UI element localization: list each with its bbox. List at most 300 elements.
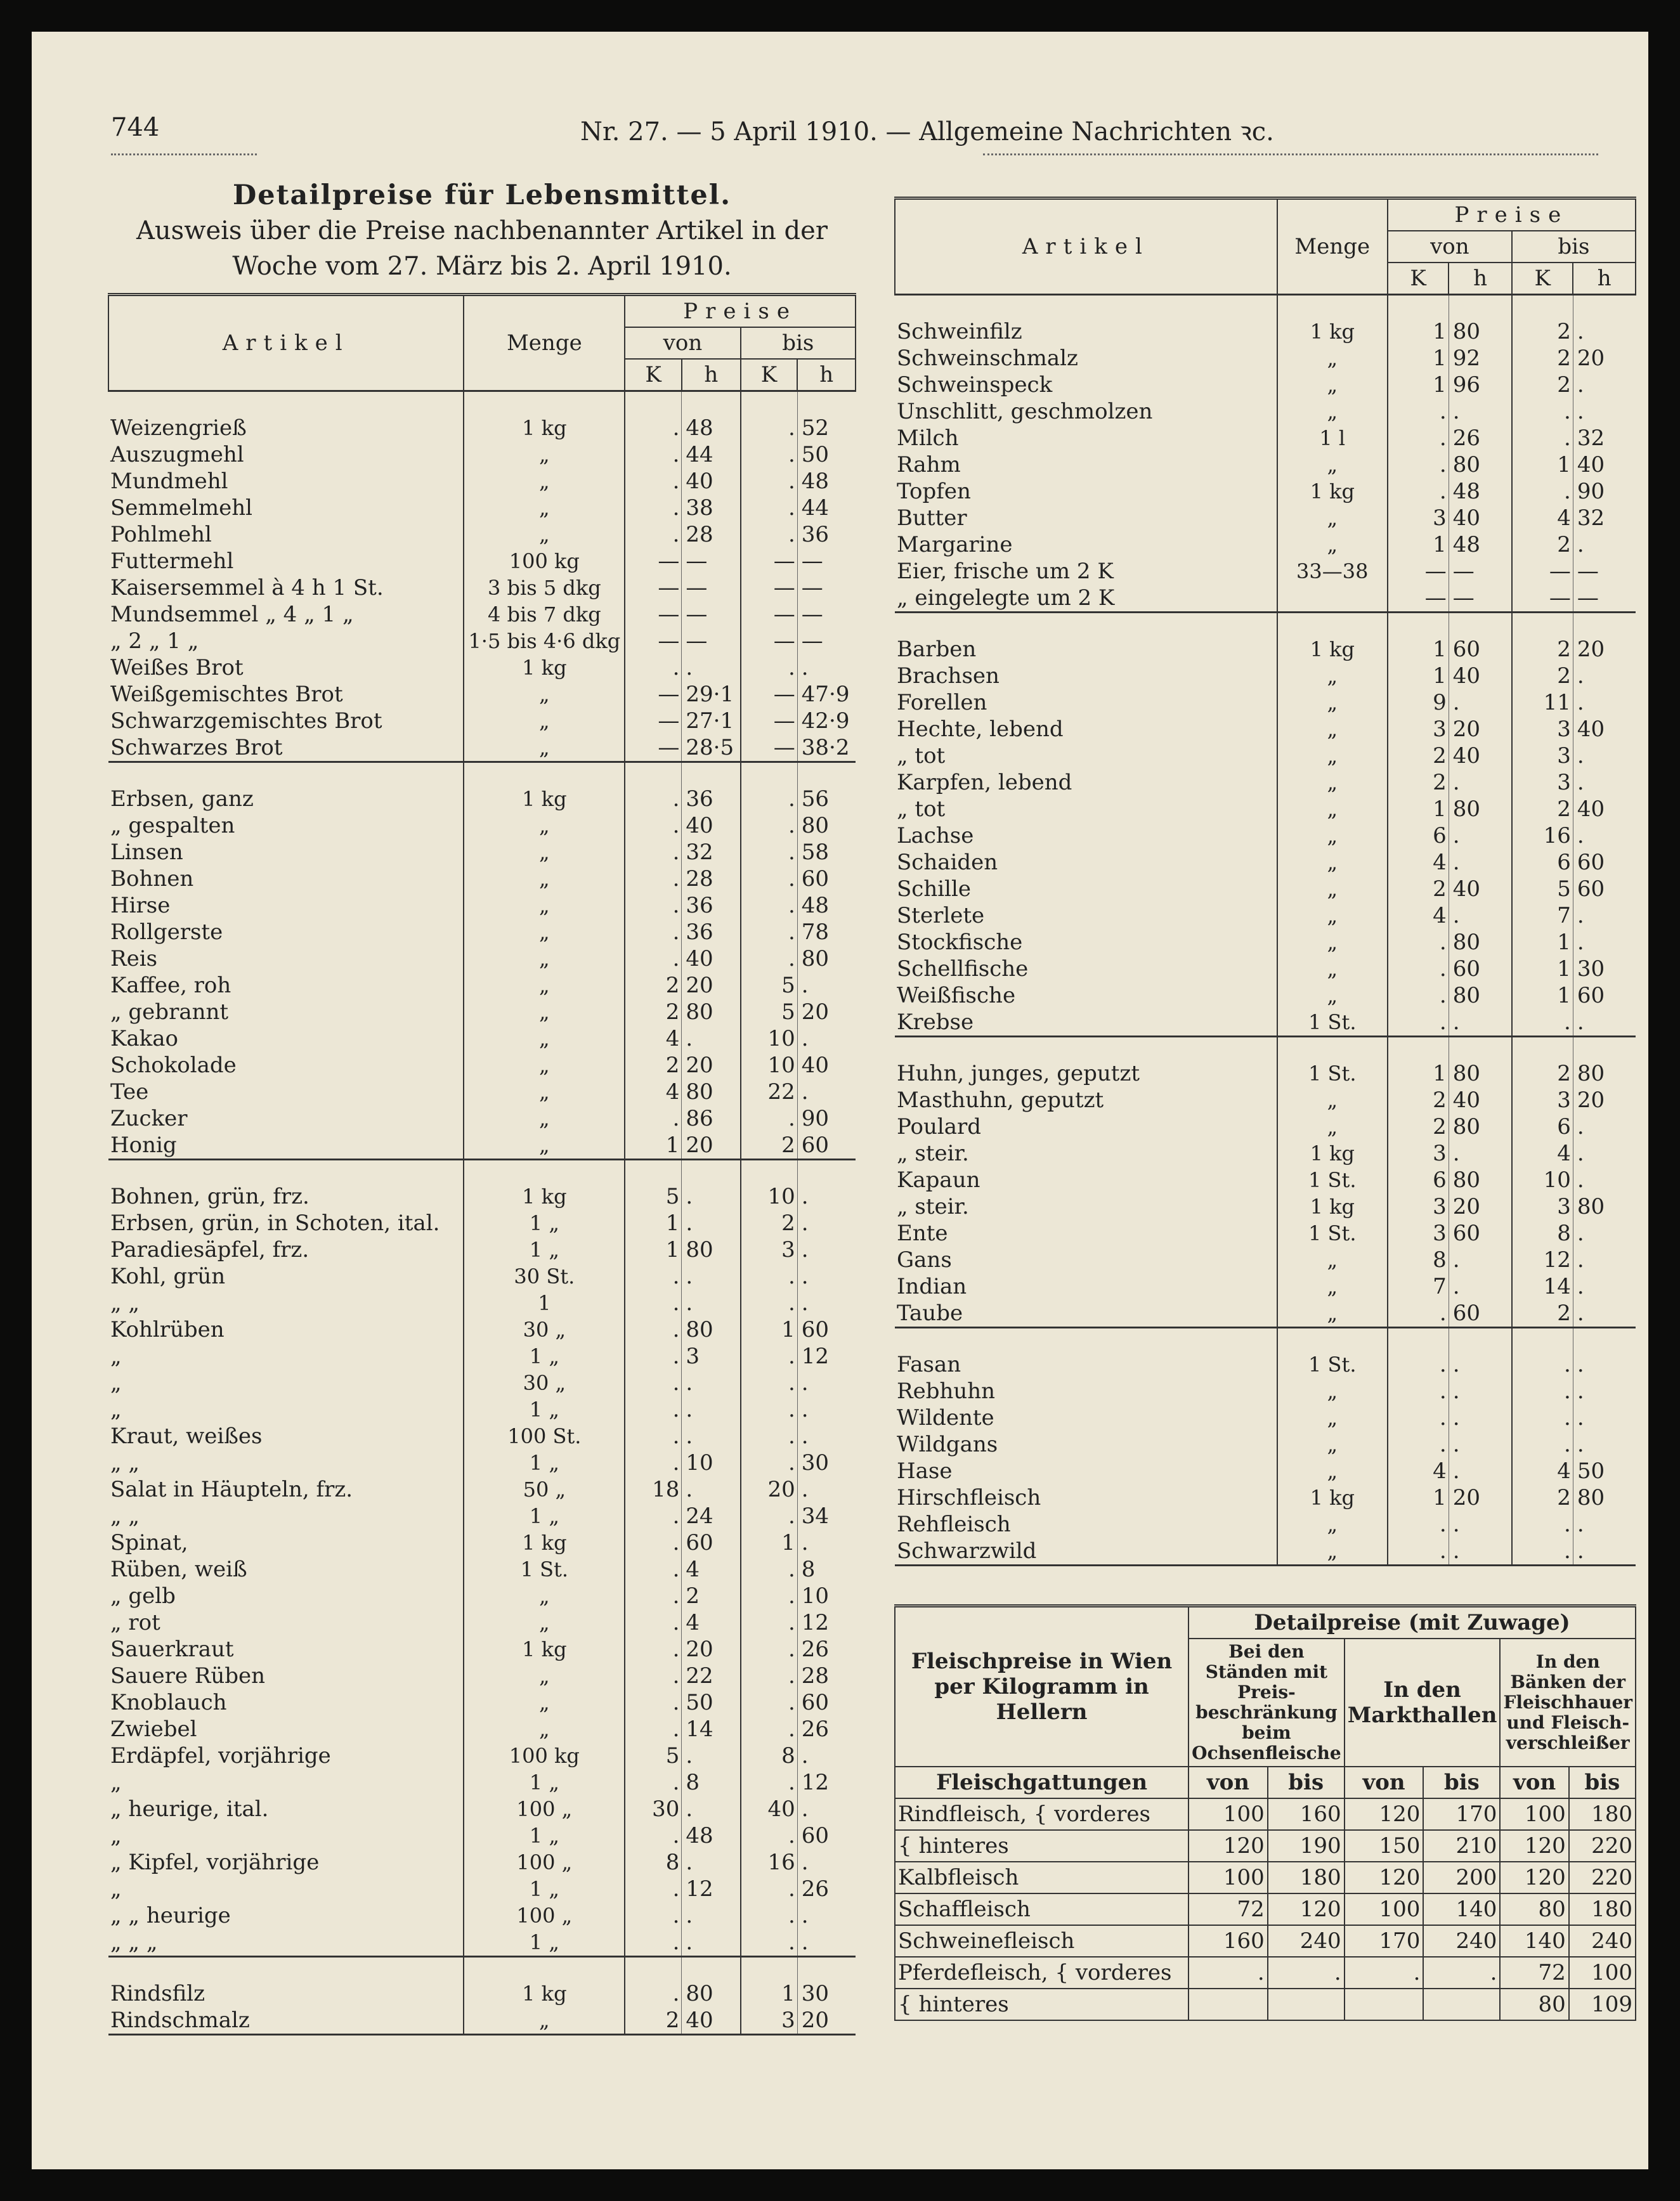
bis-k-cell: . <box>1512 1009 1573 1037</box>
von-h-cell: 80 <box>1449 1037 1512 1088</box>
bis-k-cell: 3 <box>741 1237 798 1263</box>
artikel-cell: Hirse <box>110 893 171 918</box>
von-k-cell: . <box>625 1583 682 1609</box>
menge-cell: „ <box>464 708 625 734</box>
artikel-cell: Rollgerste <box>110 919 223 945</box>
menge-cell: 100 „ <box>464 1796 625 1822</box>
table-row <box>895 1273 1636 1300</box>
von-k-cell: . <box>625 468 682 495</box>
page-subtitle: Ausweis über die Preise nachbenannter Artikel in der Woche vom 27. März bis 2. April 1910. <box>136 216 828 281</box>
von-h-cell: . <box>682 1743 741 1769</box>
bis-h-cell: 60 <box>1573 876 1636 902</box>
meat-value-cell: . <box>1268 1957 1345 1989</box>
artikel-cell: „ heurige, ital. <box>110 1796 269 1822</box>
bis-k-cell: . <box>741 1556 798 1583</box>
bis-k-cell: 3 <box>1512 1087 1573 1113</box>
meat-value-cell: 120 <box>1345 1798 1424 1830</box>
bis-k-cell: — <box>741 575 798 601</box>
artikel-cell: Kakao <box>110 1026 179 1051</box>
table-row <box>895 1798 1636 1830</box>
table-row <box>108 1743 856 1769</box>
menge-cell: „ <box>1277 796 1388 822</box>
menge-cell: 1 kg <box>1277 613 1388 663</box>
bis-k-cell: . <box>1512 1405 1573 1431</box>
artikel-cell: Bohnen <box>110 866 194 892</box>
bis-h-cell: . <box>1573 1538 1636 1566</box>
von-k-cell: 3 <box>1388 1140 1449 1167</box>
bis-k-cell: 3 <box>741 2007 798 2035</box>
von-h-cell: . <box>1449 1538 1512 1566</box>
artikel-cell: Schille <box>897 876 971 902</box>
von-k-cell: . <box>625 1263 682 1290</box>
meat-value-cell: 109 <box>1569 1989 1636 2020</box>
bis-h-cell: . <box>797 1796 856 1822</box>
bis-h-cell: . <box>797 1160 856 1211</box>
bis-h-cell: 40 <box>1573 451 1636 478</box>
page-number: 744 <box>111 113 160 142</box>
artikel-cell: Wildgans <box>897 1432 998 1457</box>
von-h-cell: 48 <box>682 1822 741 1849</box>
meat-value-cell: 200 <box>1423 1862 1500 1893</box>
artikel-cell: „ tot <box>897 743 946 769</box>
bis-k-cell: . <box>741 1263 798 1290</box>
von-h-cell: 60 <box>682 1529 741 1556</box>
table-row <box>108 1025 856 1052</box>
meat-col-gattungen: Fleischgattungen <box>895 1767 1188 1798</box>
von-k-cell: 1 <box>1388 613 1449 663</box>
bis-k-cell: — <box>741 681 798 708</box>
von-k-cell: . <box>625 1663 682 1689</box>
von-h-cell: 40 <box>682 812 741 839</box>
menge-cell: 1 kg <box>464 1529 625 1556</box>
col-header-menge: Menge <box>464 295 625 391</box>
table-row <box>895 1989 1636 2020</box>
bis-h-cell: 42·9 <box>797 708 856 734</box>
artikel-cell: Hase <box>897 1458 953 1484</box>
artikel-cell: „ <box>110 1876 122 1902</box>
von-k-cell: 18 <box>625 1476 682 1503</box>
bis-h-cell: 80 <box>1573 1484 1636 1511</box>
meat-value-cell: 120 <box>1345 1862 1424 1893</box>
table-row <box>895 1862 1636 1893</box>
von-h-cell: 36 <box>682 892 741 919</box>
table-row <box>108 1556 856 1583</box>
von-h-cell: 20 <box>682 1052 741 1079</box>
table-row <box>895 1009 1636 1037</box>
bis-h-cell: — <box>797 575 856 601</box>
bis-k-cell: 2 <box>1512 345 1573 372</box>
menge-cell: 1 kg <box>464 1160 625 1211</box>
bis-k-cell: 4 <box>1512 1458 1573 1484</box>
bis-k-cell: 2 <box>1512 531 1573 558</box>
right-group-0 <box>895 295 1636 613</box>
von-k-cell: 1 <box>1388 1484 1449 1511</box>
bis-k-cell: — <box>741 708 798 734</box>
von-h-cell: . <box>1449 1140 1512 1167</box>
von-h-cell: 60 <box>1449 1220 1512 1247</box>
von-h-cell: 40 <box>1449 1087 1512 1113</box>
von-h-cell: . <box>1449 1511 1512 1538</box>
menge-cell: 1 St. <box>1277 1009 1388 1037</box>
meat-table-title: Fleischpreise in Wien per Kilogramm in Hellern <box>895 1606 1188 1767</box>
table-row <box>895 1300 1636 1328</box>
bis-h-cell: 30 <box>797 1450 856 1476</box>
meat-value-cell: 160 <box>1268 1798 1345 1830</box>
artikel-cell: Mundsemmel „ 4 „ 1 „ <box>110 602 354 627</box>
col-header-h: h <box>797 359 856 391</box>
von-k-cell: — <box>625 601 682 628</box>
meat-value-cell: 240 <box>1569 1925 1636 1957</box>
artikel-cell: „ <box>110 1823 122 1848</box>
table-row <box>108 812 856 839</box>
bis-k-cell: . <box>741 919 798 945</box>
table-row <box>108 2007 856 2035</box>
artikel-cell: „ rot <box>110 1610 160 1635</box>
bis-k-cell: . <box>741 812 798 839</box>
bis-k-cell: 10 <box>741 1052 798 1079</box>
table-row <box>108 601 856 628</box>
col-header-von: von <box>1388 231 1512 263</box>
artikel-cell: Rahm <box>897 452 961 477</box>
table-row <box>895 505 1636 531</box>
bis-h-cell: 60 <box>797 1689 856 1716</box>
von-k-cell: 5 <box>625 1743 682 1769</box>
artikel-cell: Forellen <box>897 690 987 715</box>
von-k-cell: — <box>625 548 682 575</box>
table-row <box>108 1849 856 1876</box>
menge-cell: 1 „ <box>464 1396 625 1423</box>
menge-cell: 3 bis 5 dkg <box>464 575 625 601</box>
von-h-cell: 40 <box>682 945 741 972</box>
bis-k-cell: . <box>741 1450 798 1476</box>
table-row <box>895 1405 1636 1431</box>
von-k-cell: 4 <box>1388 902 1449 929</box>
bis-k-cell: . <box>741 762 798 813</box>
meat-value-cell: 120 <box>1188 1830 1268 1862</box>
bis-h-cell: 32 <box>1573 505 1636 531</box>
bis-k-cell: 6 <box>1512 849 1573 876</box>
bis-h-cell: — <box>797 628 856 654</box>
bis-h-cell: . <box>797 1476 856 1503</box>
menge-cell: 1 „ <box>464 1769 625 1796</box>
meat-value-cell: 210 <box>1423 1830 1500 1862</box>
table-row <box>108 1716 856 1743</box>
bis-k-cell: . <box>1512 398 1573 425</box>
von-k-cell: 2 <box>1388 1113 1449 1140</box>
table-row <box>895 531 1636 558</box>
menge-cell: „ <box>1277 1431 1388 1458</box>
bis-k-cell: 2 <box>1512 1484 1573 1511</box>
table-row <box>108 1343 856 1370</box>
bis-k-cell: 3 <box>1512 769 1573 796</box>
von-h-cell: 80 <box>682 1079 741 1105</box>
von-k-cell: . <box>625 892 682 919</box>
von-k-cell: 2 <box>625 999 682 1025</box>
bis-k-cell: . <box>741 391 798 442</box>
von-k-cell: 30 <box>625 1796 682 1822</box>
bis-h-cell: 28 <box>797 1663 856 1689</box>
meat-price-section <box>894 1604 1636 2021</box>
meat-value-cell: 100 <box>1188 1862 1268 1893</box>
bis-k-cell: . <box>741 1769 798 1796</box>
menge-cell: 1 St. <box>1277 1167 1388 1193</box>
von-h-cell: — <box>682 601 741 628</box>
von-k-cell: . <box>625 391 682 442</box>
von-k-cell: 7 <box>1388 1273 1449 1300</box>
von-h-cell: — <box>682 575 741 601</box>
von-h-cell: . <box>682 1796 741 1822</box>
von-h-cell: . <box>1449 849 1512 876</box>
bis-k-cell: 2 <box>1512 1037 1573 1088</box>
table-row <box>108 1929 856 1957</box>
menge-cell: „ <box>1277 1273 1388 1300</box>
menge-cell: 50 „ <box>464 1476 625 1503</box>
page <box>32 32 1648 2169</box>
menge-cell: „ <box>1277 1113 1388 1140</box>
bis-h-cell: 80 <box>797 812 856 839</box>
table-row <box>895 1037 1636 1088</box>
artikel-cell: Erdäpfel, vorjährige <box>110 1743 331 1769</box>
von-k-cell: . <box>1388 451 1449 478</box>
von-h-cell: 40 <box>1449 663 1512 689</box>
von-k-cell: 1 <box>1388 796 1449 822</box>
menge-cell: „ <box>464 866 625 892</box>
artikel-cell: „ gelb <box>110 1583 176 1609</box>
table-row <box>108 866 856 892</box>
bis-h-cell: . <box>797 1902 856 1929</box>
table-row <box>895 849 1636 876</box>
artikel-cell: Schaiden <box>897 850 998 875</box>
artikel-cell: „ „ heurige <box>110 1903 231 1928</box>
bis-h-cell: . <box>797 972 856 999</box>
bis-k-cell: . <box>741 1689 798 1716</box>
von-h-cell: 24 <box>682 1503 741 1529</box>
table-row <box>895 1484 1636 1511</box>
bis-k-cell: 2 <box>1512 295 1573 346</box>
table-row <box>895 1247 1636 1273</box>
von-k-cell: 1 <box>625 1237 682 1263</box>
bis-h-cell: . <box>797 1210 856 1237</box>
von-k-cell: . <box>625 1423 682 1450</box>
col-header-preise: Preise <box>625 295 856 328</box>
bis-k-cell: 20 <box>741 1476 798 1503</box>
left-group-1 <box>108 762 856 1160</box>
bis-k-cell: 1 <box>1512 956 1573 982</box>
menge-cell: „ <box>1277 1087 1388 1113</box>
artikel-cell: Wildente <box>897 1405 994 1431</box>
meat-value-cell: 150 <box>1345 1830 1424 1862</box>
von-k-cell: 6 <box>1388 1167 1449 1193</box>
page-header <box>111 107 1274 151</box>
von-k-cell: . <box>1388 1538 1449 1566</box>
bis-h-cell: 26 <box>797 1716 856 1743</box>
table-row <box>895 769 1636 796</box>
table-row <box>108 1237 856 1263</box>
table-row <box>895 425 1636 451</box>
menge-cell: „ <box>464 1583 625 1609</box>
von-k-cell: — <box>625 681 682 708</box>
bis-h-cell: 44 <box>797 495 856 521</box>
artikel-cell: Paradiesäpfel, frz. <box>110 1237 309 1263</box>
artikel-cell: Erbsen, ganz <box>108 762 464 813</box>
menge-cell: 1 kg <box>464 654 625 681</box>
meat-value-cell: 140 <box>1423 1893 1500 1925</box>
von-h-cell: 80 <box>1449 295 1512 346</box>
von-k-cell: 3 <box>1388 505 1449 531</box>
artikel-cell: „ eingelegte um 2 K <box>897 585 1115 611</box>
bis-k-cell: 2 <box>1512 372 1573 398</box>
bis-k-cell: 2 <box>1512 796 1573 822</box>
von-h-cell: 80 <box>682 999 741 1025</box>
bis-h-cell: . <box>1573 1328 1636 1379</box>
menge-cell: 1 kg <box>464 391 625 442</box>
menge-cell: 1 kg <box>1277 1484 1388 1511</box>
artikel-cell: „ „ <box>110 1290 140 1316</box>
meat-value-cell: 100 <box>1500 1798 1568 1830</box>
artikel-cell: Bohnen, grün, frz. <box>108 1160 464 1211</box>
von-h-cell: 2 <box>682 1583 741 1609</box>
table-row <box>895 585 1636 613</box>
table-row <box>108 1876 856 1902</box>
bis-h-cell: 58 <box>797 839 856 866</box>
bis-k-cell: . <box>741 1636 798 1663</box>
table-row <box>895 1431 1636 1458</box>
von-k-cell: . <box>625 762 682 813</box>
menge-cell: „ <box>464 681 625 708</box>
von-h-cell: . <box>682 1929 741 1957</box>
bis-h-cell: 20 <box>1573 1087 1636 1113</box>
von-h-cell: 60 <box>1449 1300 1512 1328</box>
menge-cell: „ <box>464 521 625 548</box>
von-k-cell: . <box>625 812 682 839</box>
bis-h-cell: . <box>1573 902 1636 929</box>
von-h-cell: 40 <box>1449 743 1512 769</box>
von-k-cell: 1 <box>1388 1037 1449 1088</box>
bis-k-cell: . <box>741 945 798 972</box>
table-row <box>108 1370 856 1396</box>
menge-cell: „ <box>1277 929 1388 956</box>
artikel-cell: Spinat, <box>110 1530 188 1555</box>
bis-k-cell: — <box>741 734 798 762</box>
artikel-cell: Auszugmehl <box>110 442 244 467</box>
bis-k-cell: . <box>741 1663 798 1689</box>
artikel-cell: „ gebrannt <box>110 999 229 1025</box>
meat-type-cell: { hinteres <box>895 1989 1188 2020</box>
von-k-cell: . <box>1388 929 1449 956</box>
menge-cell: 1 kg <box>464 762 625 813</box>
bis-k-cell: 10 <box>1512 1167 1573 1193</box>
menge-cell: „ <box>464 945 625 972</box>
von-h-cell: 96 <box>1449 372 1512 398</box>
meat-value-cell: 100 <box>1188 1798 1268 1830</box>
artikel-cell: Semmelmehl <box>110 495 253 521</box>
bis-k-cell: . <box>741 1370 798 1396</box>
meat-col-markthallen: In den Markthallen <box>1345 1639 1501 1767</box>
menge-cell: „ <box>464 812 625 839</box>
bis-k-cell: . <box>741 866 798 892</box>
von-h-cell: 60 <box>1449 956 1512 982</box>
von-k-cell: . <box>625 1716 682 1743</box>
bis-h-cell: 34 <box>797 1503 856 1529</box>
table-row <box>108 1423 856 1450</box>
meat-value-cell <box>1188 1989 1268 2020</box>
von-k-cell: . <box>1388 1328 1449 1379</box>
right-group-3 <box>895 1328 1636 1566</box>
col-header-bis: bis <box>741 327 856 359</box>
menge-cell: 1 <box>464 1290 625 1316</box>
bis-k-cell: 5 <box>741 999 798 1025</box>
bis-k-cell: 8 <box>1512 1220 1573 1247</box>
von-k-cell: . <box>625 945 682 972</box>
bis-h-cell: . <box>1573 295 1636 346</box>
bis-k-cell: 1 <box>1512 982 1573 1009</box>
right-column <box>894 197 1636 1566</box>
artikel-cell: „ „ <box>110 1503 140 1529</box>
meat-value-cell: 72 <box>1188 1893 1268 1925</box>
artikel-cell: Butter <box>897 505 967 531</box>
table-row <box>108 468 856 495</box>
meat-value-cell <box>1268 1989 1345 2020</box>
bis-h-cell: . <box>797 1370 856 1396</box>
table-row <box>108 521 856 548</box>
artikel-cell: Indian <box>897 1274 967 1299</box>
menge-cell: „ <box>1277 902 1388 929</box>
von-h-cell: 38 <box>682 495 741 521</box>
von-k-cell: 2 <box>625 1052 682 1079</box>
artikel-cell: Barben <box>895 613 1277 663</box>
artikel-cell: „ „ <box>110 1450 140 1476</box>
bis-k-cell: . <box>741 1396 798 1423</box>
von-k-cell: . <box>1388 1009 1449 1037</box>
bis-k-cell: 3 <box>1512 743 1573 769</box>
menge-cell: 1 „ <box>464 1876 625 1902</box>
bis-h-cell: . <box>1573 1273 1636 1300</box>
bis-k-cell: 1 <box>1512 451 1573 478</box>
artikel-cell: Reis <box>110 946 158 971</box>
von-k-cell: . <box>1388 398 1449 425</box>
bis-h-cell: 38·2 <box>797 734 856 762</box>
bis-k-cell: 3 <box>1512 1193 1573 1220</box>
artikel-cell: Weißes Brot <box>110 655 244 680</box>
artikel-cell: Unschlitt, geschmolzen <box>897 399 1153 424</box>
menge-cell: „ <box>1277 1458 1388 1484</box>
von-k-cell: 1 <box>625 1210 682 1237</box>
bis-h-cell: . <box>1573 1405 1636 1431</box>
bis-h-cell: . <box>797 1290 856 1316</box>
col-header-von: von <box>625 327 740 359</box>
col-header-k: K <box>1512 263 1573 295</box>
von-h-cell: 40 <box>682 2007 741 2035</box>
table-row <box>895 929 1636 956</box>
menge-cell: „ <box>464 1025 625 1052</box>
artikel-cell: Huhn, junges, geputzt <box>895 1037 1277 1088</box>
menge-cell: 1 St. <box>1277 1220 1388 1247</box>
price-table-left <box>108 293 856 2035</box>
bis-k-cell: . <box>1512 1328 1573 1379</box>
von-k-cell: . <box>625 1105 682 1132</box>
artikel-cell: Krebse <box>897 1010 974 1035</box>
table-row <box>108 391 856 442</box>
bis-h-cell: . <box>797 1263 856 1290</box>
table-row <box>108 1396 856 1423</box>
bis-k-cell: — <box>741 548 798 575</box>
bis-k-cell: . <box>1512 1538 1573 1566</box>
bis-h-cell: . <box>1573 929 1636 956</box>
artikel-cell: Weißgemischtes Brot <box>110 682 343 707</box>
artikel-cell: „ <box>110 1397 122 1422</box>
menge-cell: „ <box>1277 1405 1388 1431</box>
table-row <box>895 1220 1636 1247</box>
